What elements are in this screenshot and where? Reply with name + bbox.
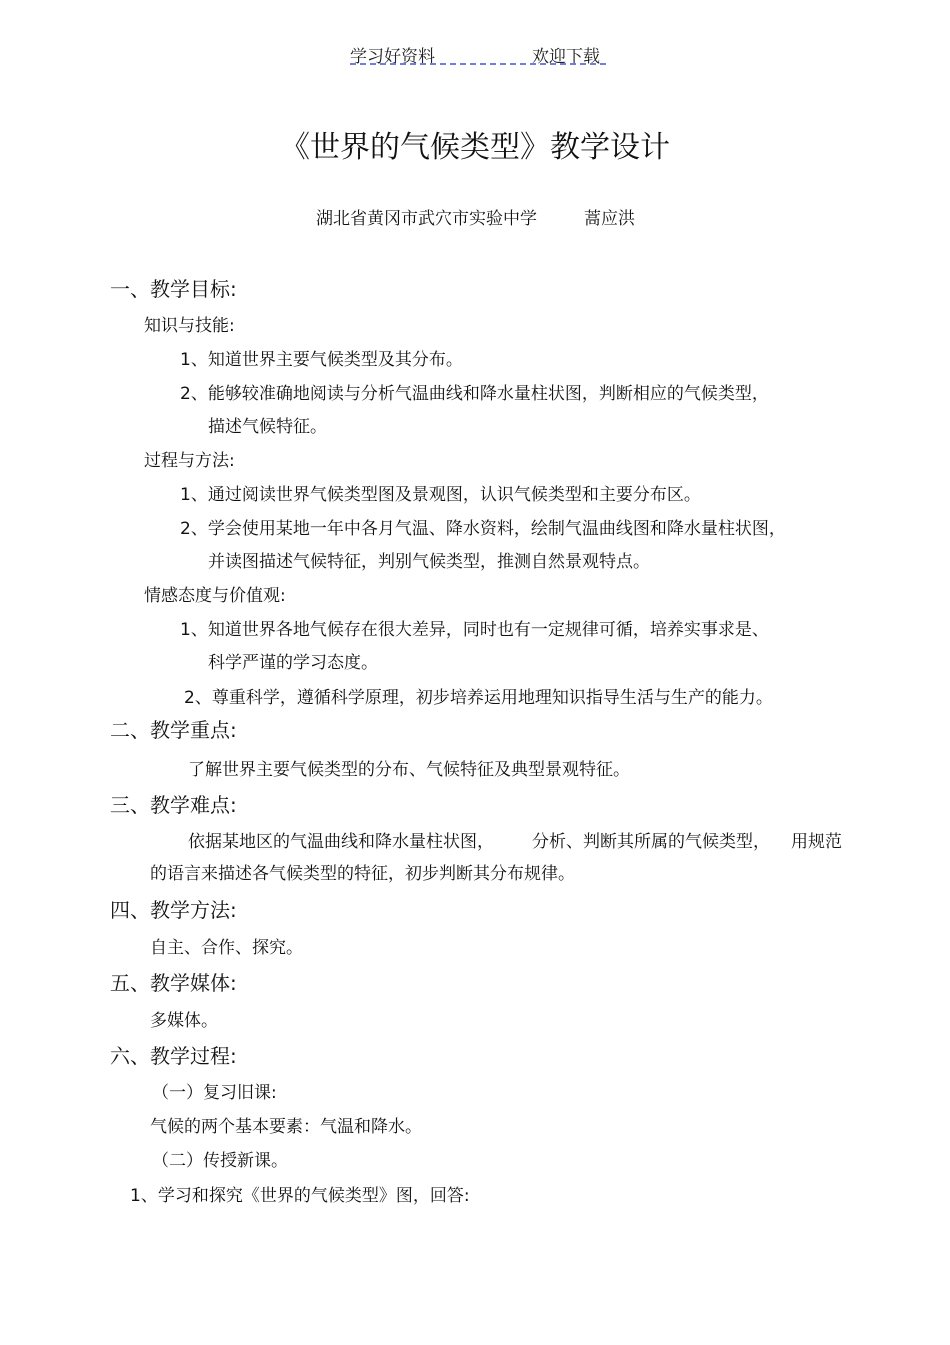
media-text: 多媒体。 [150, 1011, 218, 1031]
section-heading-key-points: 二、教学重点: [110, 718, 237, 742]
difficulties-text-part-2: 分析、判断其所属的气候类型， [532, 832, 770, 852]
emotion-item-1-cont: 科学严谨的学习态度。 [208, 653, 378, 673]
subheading-process: 过程与方法: [144, 451, 235, 471]
knowledge-item-2-cont: 描述气候特征。 [208, 417, 327, 437]
key-points-text: 了解世界主要气候类型的分布、气候特征及典型景观特征。 [188, 760, 630, 780]
header-left-text: 学习好资料 [350, 47, 435, 67]
emotion-item-2: 2、尊重科学，遵循科学原理，初步培养运用地理知识指导生活与生产的能力。 [184, 688, 773, 708]
process-item-2: 2、学会使用某地一年中各月气温、降水资料，绘制气温曲线图和降水量柱状图， [180, 519, 786, 539]
subheading-emotion: 情感态度与价值观: [144, 586, 286, 606]
subheading-knowledge: 知识与技能: [144, 316, 235, 336]
section-heading-methods: 四、教学方法: [110, 898, 237, 922]
review-text: 气候的两个基本要素：气温和降水。 [150, 1117, 422, 1137]
section-heading-objectives: 一、教学目标: [110, 277, 237, 301]
section-heading-difficulties: 三、教学难点: [110, 793, 237, 817]
document-title: 《世界的气候类型》教学设计 [280, 130, 670, 165]
difficulties-text-cont: 的语言来描述各气候类型的特征，初步判断其分布规律。 [150, 864, 575, 884]
knowledge-item-1: 1、知道世界主要气候类型及其分布。 [180, 350, 463, 370]
section-heading-process: 六、教学过程: [110, 1044, 237, 1068]
author-name: 蒿应洪 [584, 209, 635, 229]
header-right-text: 欢迎下载 [532, 47, 600, 67]
header-dashed-underline [350, 63, 606, 65]
process-item-2-cont: 并读图描述气候特征，判别气候类型，推测自然景观特点。 [208, 552, 650, 572]
new-lesson-item-1: 1、学习和探究《世界的气候类型》图，回答: [130, 1186, 470, 1206]
school-name: 湖北省黄冈市武穴市实验中学 [316, 209, 537, 229]
knowledge-item-2: 2、能够较准确地阅读与分析气温曲线和降水量柱状图，判断相应的气候类型， [180, 384, 769, 404]
process-step-new-lesson: （二）传授新课。 [152, 1151, 288, 1171]
section-heading-media: 五、教学媒体: [110, 971, 237, 995]
emotion-item-1: 1、知道世界各地气候存在很大差异，同时也有一定规律可循，培养实事求是、 [180, 620, 769, 640]
difficulties-text-part-1: 依据某地区的气温曲线和降水量柱状图， [188, 832, 494, 852]
process-step-review: （一）复习旧课: [152, 1083, 277, 1103]
methods-text: 自主、合作、探究。 [150, 938, 303, 958]
process-item-1: 1、通过阅读世界气候类型图及景观图，认识气候类型和主要分布区。 [180, 485, 701, 505]
difficulties-text-part-3: 用规范 [791, 832, 842, 852]
